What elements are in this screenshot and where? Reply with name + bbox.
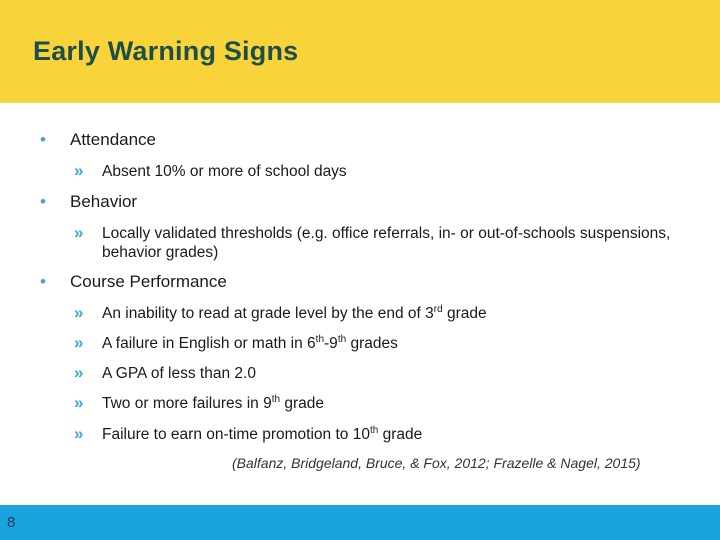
citation: (Balfanz, Bridgeland, Bruce, & Fox, 2012; Frazelle & Nagel, 2015): [232, 455, 641, 471]
bullet-dot-icon: •: [40, 272, 46, 291]
footer-band: [0, 505, 720, 540]
chevron-right-icon: »: [74, 393, 84, 412]
bullet-label: Attendance: [70, 130, 157, 149]
sub-bullet-text: Failure to earn on-time promotion to 10th grade: [102, 425, 423, 443]
bullet-dot-icon: •: [40, 130, 46, 149]
sub-bullet-text: A failure in English or math in 6th-9th grades: [102, 334, 398, 352]
chevron-right-icon: »: [74, 424, 84, 443]
sub-bullet-text: Two or more failures in 9th grade: [102, 394, 325, 412]
chevron-right-icon: »: [74, 161, 84, 180]
sub-bullet-text: Absent 10% or more of school days: [102, 163, 347, 180]
bullet-label: Behavior: [70, 192, 138, 211]
sub-bullet-text: An inability to read at grade level by the end of 3rd grade: [102, 304, 487, 322]
sub-bullet-text: A GPA of less than 2.0: [102, 365, 256, 382]
sub-bullet-text: Locally validated thresholds (e.g. office referrals, in- or out-of-schools suspensions, behavior grades): [102, 225, 671, 261]
bullet-dot-icon: •: [40, 192, 46, 211]
slide-title: Early Warning Signs: [33, 36, 299, 66]
chevron-right-icon: »: [74, 223, 84, 242]
bullet-label: Course Performance: [70, 272, 227, 291]
chevron-right-icon: »: [74, 333, 84, 352]
chevron-right-icon: »: [74, 363, 84, 382]
chevron-right-icon: »: [74, 303, 84, 322]
slide-number: 8: [7, 514, 16, 531]
